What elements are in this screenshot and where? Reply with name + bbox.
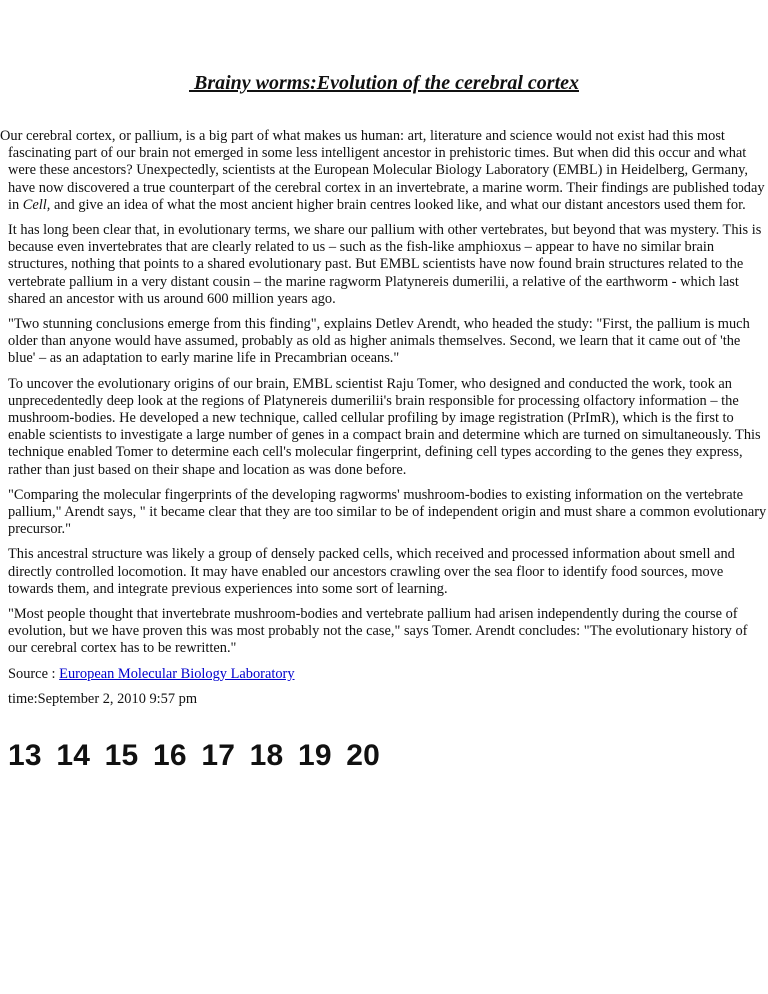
publish-time: time:September 2, 2010 9:57 pm — [8, 690, 198, 707]
article-title: Brainy worms:Evolution of the cerebral cortex — [189, 72, 579, 94]
paragraph-1-text-start: Our cerebral cortex, or pallium, is a big part of what makes us human: art, literature and science would not exist had this most fascinating part of our brain not emerged in some less intelligent ancestor in prehistoric times. But when did this occur and what were these ancestors? Unexpectedly, scientists at the European Molecular Biology Laboratory (EMBL) in Heidelberg, Germany, have now discovered a true counterpart of the cerebral cortex in an invertebrate, a marine worm. Their findings are published today in — [0, 128, 765, 213]
article-paragraph-2: It has long been clear that, in evolutionary terms, we share our pallium with other vertebrates, but beyond that was mystery. This is because even invertebrates that are clearly related to us – such as the fish-like amphioxus – appear to have no similar brain structures, nothing that points to a shared evolutionary past. But EMBL scientists have now found brain structures related to the vertebrate pallium in a very distant cousin – the marine ragworm Platynereis dumerilii, a relative of the earthworm - which last shared an ancestor with us around 600 million years ago. — [8, 222, 762, 307]
source-label: Source : — [8, 665, 60, 682]
page-link-14[interactable]: 14 — [56, 739, 91, 772]
page-link-17[interactable]: 17 — [201, 739, 236, 772]
page-link-13[interactable]: 13 — [8, 739, 42, 772]
paragraph-1-text-end: , and give an idea of what the most ancient higher brain centres looked like, and what our distant ancestors used them for. — [46, 196, 746, 213]
article-paragraph-6: This ancestral structure was likely a group of densely packed cells, which received and processed information about smell and directly controlled locomotion. It may have enabled our ancestors crawling over the sea floor to identify food sources, move towards them, and integrate previous experiences into some sort of learning. — [8, 546, 735, 597]
page-link-19[interactable]: 19 — [297, 739, 332, 772]
pagination — [8, 738, 386, 774]
page-link-15[interactable]: 15 — [104, 739, 139, 772]
journal-name-emphasis: Cell — [22, 196, 47, 213]
page-link-16[interactable]: 16 — [152, 739, 187, 772]
page-link-18[interactable]: 18 — [249, 739, 284, 772]
source-link[interactable]: European Molecular Biology Laboratory — [59, 665, 295, 682]
article-paragraph-3: "Two stunning conclusions emerge from this finding", explains Detlev Arendt, who headed the study: "First, the pallium is much older than anyone would have assumed, probably as old as higher animals themselves. Second, we learn that it came out of 'the blue' – as an adaptation to early marine life in Precambrian oceans." — [8, 316, 750, 367]
source-line — [8, 666, 768, 683]
article-body — [0, 128, 768, 708]
article-paragraph-5: "Comparing the molecular fingerprints of the developing ragworms' mushroom-bodies to existing information on the vertebrate pallium," Arendt says, " it became clear that they are too similar to be of independent origin and must share a common evolutionary precursor." — [8, 486, 767, 538]
article-paragraph-7: "Most people thought that invertebrate mushroom-bodies and vertebrate pallium had arisen independently during the course of evolution, but we have proven this was most probably not the case," says Tomer. Arendt concludes: "The evolutionary history of our cerebral cortex has to be rewritten." — [8, 606, 748, 657]
article-paragraph-4: To uncover the evolutionary origins of our brain, EMBL scientist Raju Tomer, who designed and conducted the work, took an unprecedentedly deep look at the regions of Platynereis dumerilii's brain responsible for processing olfactory information – the mushroom-bodies. He developed a new technique, called cellular profiling by image registration (PrImR), which is the first to enable scientists to investigate a large number of genes in a compact brain and determine which are turned on simultaneously. This technique enabled Tomer to determine each cell's molecular fingerprint, defining cell types according to the genes they express, rather than just based on their shape and location as was done before. — [8, 375, 761, 478]
page-link-20[interactable]: 20 — [346, 739, 381, 772]
article-paragraph-1 — [0, 128, 768, 214]
